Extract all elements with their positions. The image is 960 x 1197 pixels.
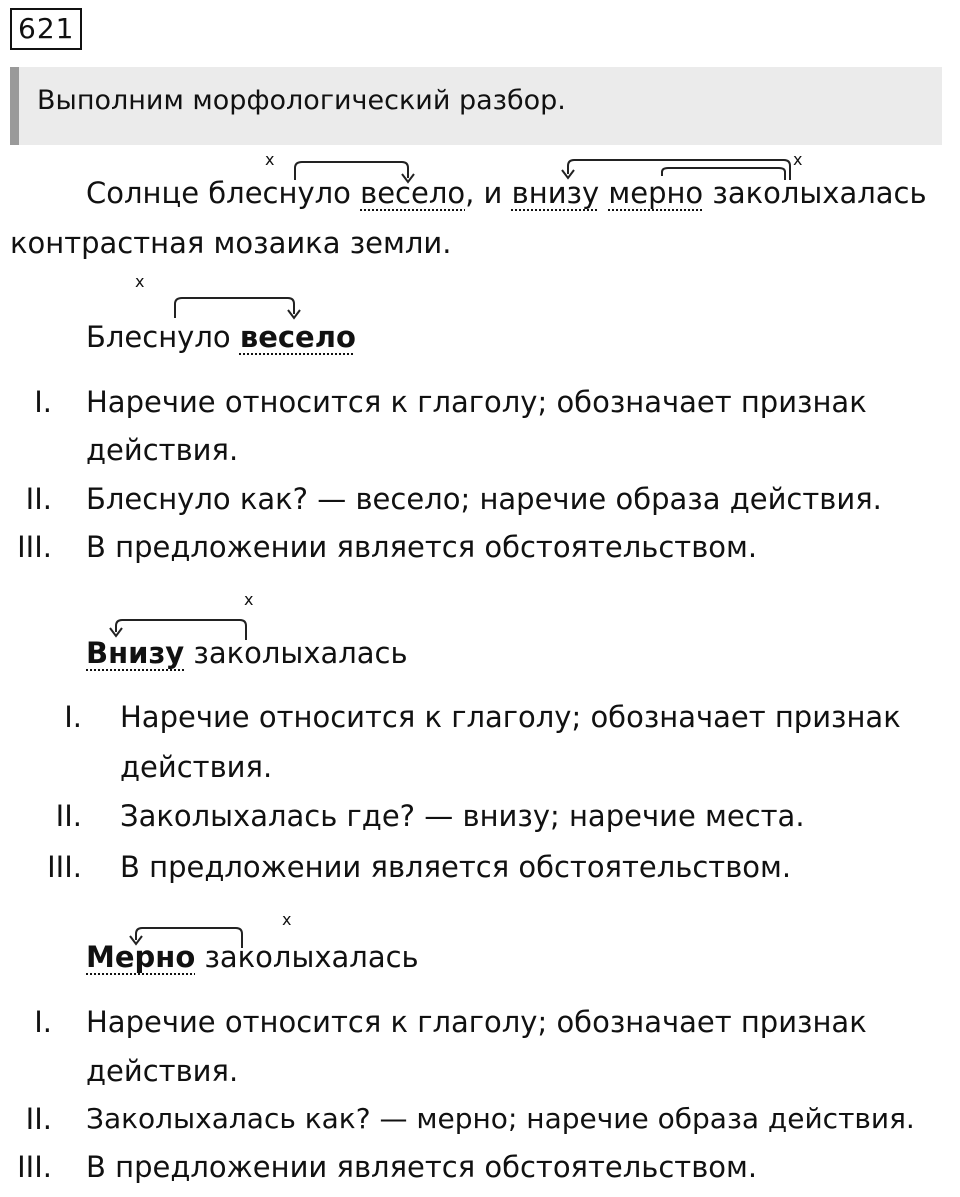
task-number: 621 xyxy=(10,8,82,50)
phrase-heading: Внизу заколыхалась xyxy=(86,636,408,670)
item-number: I. xyxy=(64,700,82,734)
head-mark: x xyxy=(135,272,145,291)
item-number: II. xyxy=(55,799,82,833)
item-text: В предложении является обстоятельством. xyxy=(86,1150,758,1184)
example-sentence-line2: контрастная мозаика земли. xyxy=(10,226,452,260)
item-text: Наречие относится к глаголу; обозначает признак xyxy=(86,1005,867,1039)
adverb-word: мерно xyxy=(608,176,704,210)
example-sentence-line1: Солнце блеснуло весело, и внизу мерно заколыхалась xyxy=(86,176,927,210)
item-text: В предложении является обстоятельством. xyxy=(86,530,758,564)
head-mark: x xyxy=(793,150,803,169)
adverb-word: Внизу xyxy=(86,636,185,670)
item-text: Наречие относится к глаголу; обозначает признак xyxy=(120,700,901,734)
item-text: Заколыхалась как? — мерно; наречие образа действия. xyxy=(86,1102,915,1135)
item-number: III. xyxy=(17,1150,52,1184)
item-number: II. xyxy=(25,1102,52,1136)
item-number: III. xyxy=(47,850,82,884)
item-text: Блеснуло как? — весело; наречие образа действия. xyxy=(86,482,882,516)
adverb-word: весело xyxy=(360,176,466,210)
item-text-continued: действия. xyxy=(86,1054,239,1088)
item-number: III. xyxy=(17,530,52,564)
head-mark: x xyxy=(244,590,254,609)
head-mark: x xyxy=(265,150,275,169)
item-number: II. xyxy=(25,482,52,516)
phrase-heading: Блеснуло весело xyxy=(86,320,356,354)
connection-arrow xyxy=(170,292,310,322)
item-text: Наречие относится к глаголу; обозначает признак xyxy=(86,385,867,419)
section-title: Выполним морфологический разбор. xyxy=(37,85,566,116)
item-text-continued: действия. xyxy=(120,750,273,784)
section-header xyxy=(10,67,942,145)
item-text-continued: действия. xyxy=(86,433,239,467)
item-number: I. xyxy=(34,1005,52,1039)
adverb-word: Мерно xyxy=(86,940,196,974)
head-mark: x xyxy=(282,910,292,929)
item-text: Заколыхалась где? — внизу; наречие места. xyxy=(120,799,805,833)
adverb-word: внизу xyxy=(511,176,600,210)
adverb-word: весело xyxy=(239,320,356,354)
item-number: I. xyxy=(34,385,52,419)
phrase-heading: Мерно заколыхалась xyxy=(86,940,419,974)
item-text: В предложении является обстоятельством. xyxy=(120,850,792,884)
